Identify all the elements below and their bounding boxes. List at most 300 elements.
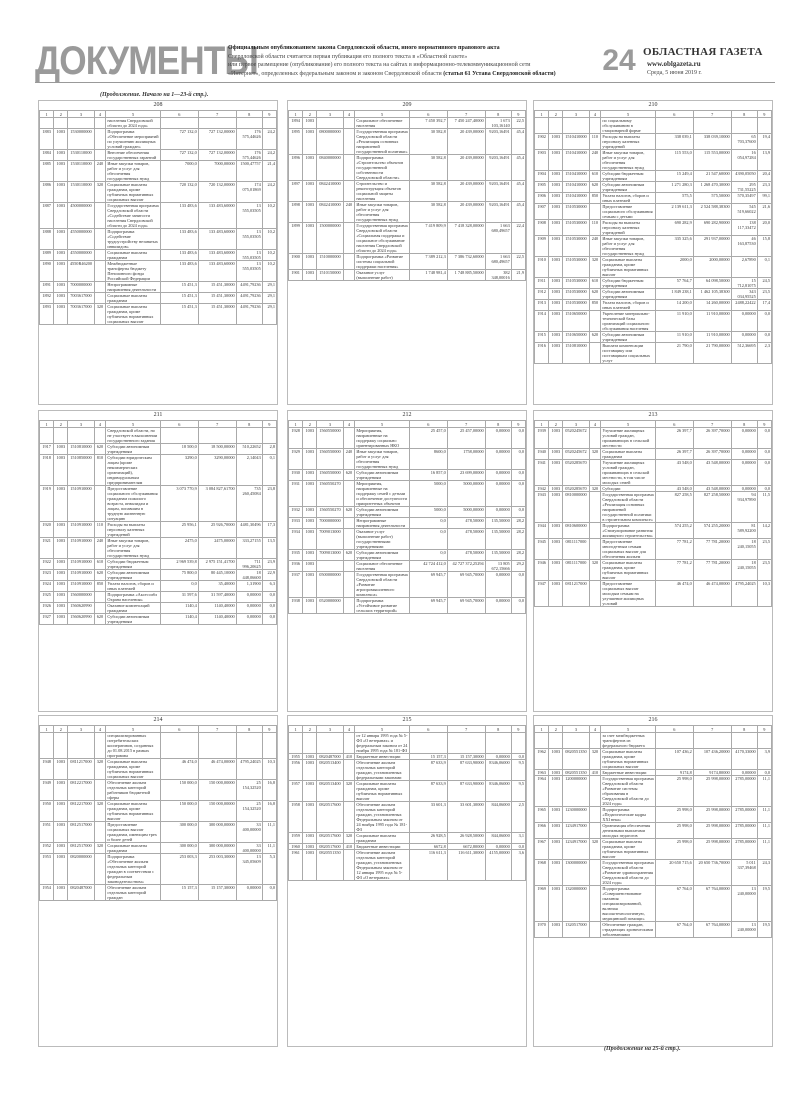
table-cell: 87 633,90000 — [447, 760, 485, 781]
table-cell: 25 154,32520 — [236, 801, 262, 822]
table-cell: 1886 — [40, 182, 54, 203]
table-cell: 320 — [94, 304, 106, 325]
table-cell: 1510410000 — [563, 134, 589, 150]
table-cell: 1003 — [303, 598, 317, 614]
table-cell — [262, 428, 276, 444]
table-cell: 240 — [94, 538, 106, 559]
table-cell: 610 — [94, 559, 106, 570]
table-cell: 25 956,1 — [160, 522, 198, 538]
table-cell: 1510150000 — [317, 270, 343, 281]
budget-table — [534, 725, 772, 938]
table-cell: 24,2 — [262, 150, 276, 161]
table-cell: 1935 — [289, 550, 303, 561]
table-cell: 1003 — [549, 332, 563, 343]
table-cell: 1003 — [54, 304, 68, 325]
table-cell: 620 — [589, 182, 601, 193]
table-cell: 1912 — [535, 289, 549, 300]
table-cell: 6,3 — [262, 581, 276, 592]
table-cell: 410 — [589, 770, 601, 776]
table-row — [535, 449, 772, 460]
table-cell: Обеспечение граждан, страдающих хроническими заболеваниями — [601, 922, 656, 938]
table-row — [40, 570, 277, 581]
table-cell: 33 400,00000 — [236, 843, 262, 854]
table-cell — [94, 261, 106, 282]
table-cell: 720 132,00000 — [198, 182, 236, 203]
table-cell: 1961 — [289, 850, 303, 881]
table-cell: 15 157,30000 — [198, 885, 236, 901]
table-cell: 99,1 — [757, 193, 771, 204]
table-cell: 3 073 770,9 — [160, 486, 198, 522]
table-cell: 5 011 337,39468 — [731, 860, 757, 886]
table-cell: 1003 — [303, 470, 317, 481]
table-cell: 512,36695 — [731, 343, 757, 364]
table-cell: 1003 — [303, 561, 317, 572]
table-cell: 1003 — [303, 833, 317, 844]
table-cell: Государственная программа Свердловской области «Содействие занятости населения Свердловской области до 2024 года» — [107, 203, 159, 228]
table-row — [289, 129, 526, 155]
table-cell: 1003 — [54, 759, 68, 780]
table-cell: 1969 — [535, 886, 549, 922]
table-cell: 0812517000 — [68, 822, 94, 843]
table-row — [40, 203, 277, 229]
table-cell: 0,00000 — [485, 507, 511, 518]
table-cell: 3290,00000 — [198, 455, 236, 486]
table-row — [535, 193, 772, 204]
table-cell: Расходы на выплаты персоналу казенных учреждений — [601, 134, 656, 150]
table-cell: Социальные выплаты гражданам — [106, 843, 161, 854]
table-cell: 150 000,0 — [160, 780, 198, 801]
table-cell: 1898 — [289, 202, 303, 223]
table-cell: 1003 — [54, 854, 68, 885]
table-cell: Социальные выплаты гражданам, кроме публичных нормативных выплат — [601, 257, 656, 278]
table-cell: 0,00000 — [731, 449, 757, 460]
table-cell: 1956 — [289, 760, 303, 781]
table-page-number: 214 — [153, 717, 163, 723]
table-cell — [198, 428, 236, 444]
table-cell — [343, 733, 355, 754]
table-cell: 15 249,4 — [655, 171, 693, 182]
table-cell — [549, 733, 563, 749]
table-cell: Государственная программа Свердловской области «Развитие здравоохранения Свердловской области до 2024 года» — [602, 860, 654, 885]
table-row — [289, 507, 526, 518]
column-header: 8 — [731, 111, 757, 118]
table-cell: 320 — [94, 801, 106, 822]
table-cell: 1925 — [40, 592, 54, 603]
table-cell: 0,0 — [262, 603, 276, 614]
table-cell: 25 926,70000 — [198, 522, 236, 538]
table-cell: 1911 — [535, 278, 549, 289]
column-header: 2 — [549, 421, 563, 428]
table-cell: 23,5 — [757, 560, 771, 581]
column-header: 4 — [589, 421, 601, 428]
table-cell: Социальные выплаты гражданам, кроме публичных нормативных социальных выплат — [106, 759, 161, 780]
table-cell: 11 910,0 — [655, 332, 693, 343]
table-cell: 0820000000 — [68, 854, 94, 885]
column-header: 3 — [563, 111, 589, 118]
table-cell: 21,6 — [757, 204, 771, 220]
table-cell: 1003 — [549, 182, 563, 193]
table-cell: 1893 — [40, 304, 54, 325]
table-cell: 0820513400 — [317, 760, 343, 781]
table-cell — [589, 733, 601, 749]
table-cell: 1003 — [54, 203, 68, 229]
column-header: 4 — [589, 111, 601, 118]
table-cell: 133 483,60000 — [198, 229, 236, 250]
table-cell: 150 000,0 — [160, 801, 198, 822]
table-cell — [94, 592, 106, 603]
table-cell: 300 000,00000 — [198, 843, 236, 854]
table-cell: 30 582,8 — [409, 129, 447, 155]
table-cell: Подпрограмма «Обеспечение мероприятий по улучшению жилищных условий граждан» — [107, 129, 159, 149]
table-cell: Иные закупки товаров, работ и услуг для обеспечения государственных нужд — [106, 161, 161, 182]
table-cell: за счет межбюджетных трансфертов из федерального бюджета — [601, 733, 656, 749]
table-cell: 133 483,6 — [160, 261, 198, 282]
table-cell — [68, 733, 94, 759]
table-cell: 1938 — [289, 598, 303, 614]
table-cell: 6672,8 — [409, 844, 447, 850]
table-cell: 1929 — [289, 449, 303, 470]
table-row — [289, 598, 526, 614]
table-row — [289, 428, 526, 449]
table-cell — [94, 603, 106, 614]
table-cell: 0,0 — [262, 592, 276, 603]
budget-table — [534, 420, 772, 607]
table-cell: Улучшение жилищных условий граждан, проживающих в сельской местности — [601, 428, 656, 449]
table-cell: 77 781,20000 — [693, 539, 731, 560]
table-cell: 1888 — [40, 229, 54, 250]
table-cell: Непрограммные направления деятельности — [355, 518, 410, 529]
table-cell: 7009013000 — [317, 550, 343, 561]
table-cell: 150 000,00000 — [198, 780, 236, 801]
table-cell: 10,2 — [262, 203, 276, 229]
table-cell: 1948 — [40, 759, 54, 780]
table-cell: 11,1 — [757, 823, 771, 839]
table-cell: Бюджетные инвестиции — [355, 844, 410, 850]
table-row — [535, 922, 772, 938]
table-page-213 — [533, 410, 773, 712]
table-cell: 33 601,3 — [409, 802, 447, 833]
table-cell: Субсидии автономным учреждениям — [106, 614, 161, 625]
table-cell: 26 397,7 — [655, 428, 693, 449]
table-cell: 1970 — [535, 922, 549, 938]
table-row — [535, 343, 772, 364]
table-cell: Мероприятия, направленные на поддержку семей с детьми и обеспечение доступности приоритетных объектов — [355, 481, 410, 507]
table-cell: 13,5 — [262, 538, 276, 559]
table-cell: 133 483,60000 — [198, 250, 236, 261]
table-cell: Подпрограмма «Стимулирование развития жилищного строительства» — [601, 523, 656, 539]
table-cell: 13 240,00000 — [731, 886, 757, 922]
table-cell: 135,50000 — [485, 550, 511, 561]
table-cell: 720 132,0 — [160, 182, 198, 203]
column-header: 2 — [303, 111, 317, 118]
table-cell — [94, 885, 106, 901]
table-cell — [589, 860, 601, 886]
table-cell — [160, 428, 198, 444]
table-cell: 0,0 — [757, 460, 771, 486]
column-header: 4 — [343, 111, 355, 118]
table-cell: Расходы на выплаты персоналу казенных учреждений — [106, 522, 161, 538]
table-cell: 1003 — [549, 560, 563, 581]
column-header: 7 — [693, 111, 731, 118]
table-cell: Социальные выплаты гражданам, кроме публичных нормативных выплат — [601, 839, 656, 860]
table-cell — [236, 428, 262, 444]
table-cell: 2488,22422 — [731, 300, 757, 311]
table-cell: 35,40000 — [198, 581, 236, 592]
table-page-number: 210 — [648, 102, 658, 108]
table-cell: 2,3 — [757, 343, 771, 364]
table-cell: 19,5 — [757, 886, 771, 922]
table-cell: 9174,80000 — [693, 770, 731, 776]
table-cell: 0,00000 — [731, 428, 757, 449]
table-cell: 0,00000 — [731, 332, 757, 343]
table-cell: Субсидии автономным учреждениям — [601, 332, 656, 343]
table-cell — [40, 118, 54, 129]
table-cell — [589, 492, 601, 523]
table-cell: Иные закупки товаров, работ и услуг для обеспечения государственных нужд — [355, 202, 410, 223]
table-cell — [589, 311, 601, 332]
table-cell — [343, 181, 355, 202]
table-cell: 7009013000 — [317, 529, 343, 550]
table-cell — [343, 802, 355, 833]
table-cell: 8346,06000 — [485, 781, 511, 802]
table-cell — [68, 428, 94, 444]
table-cell: 1003 — [54, 150, 68, 161]
table-row — [289, 529, 526, 550]
table-row — [535, 492, 772, 523]
table-cell: 15 451,30000 — [198, 293, 236, 304]
publication-notice — [228, 44, 618, 78]
table-cell: 20,4 — [757, 171, 771, 182]
table-row — [40, 161, 277, 182]
table-page-211 — [38, 410, 278, 712]
table-cell: 1931 — [289, 481, 303, 507]
table-cell: Предоставление социальных выплат гражданам, имеющим трех и более детей — [106, 822, 161, 843]
table-row — [535, 733, 772, 749]
table-cell: Субсидии автономным учреждениям — [106, 444, 161, 455]
table-cell: Государственная программа Свердловской области «Развитие агропромышленного комплекса» — [356, 572, 408, 597]
column-header: 2 — [303, 726, 317, 733]
table-cell: 107 436,20000 — [693, 749, 731, 770]
table-cell: 28,2 — [511, 529, 525, 550]
table-row — [40, 304, 277, 325]
table-cell: 844,06000 — [485, 833, 511, 844]
table-cell: 24,5 — [757, 278, 771, 289]
table-cell: 1510000000 — [317, 254, 343, 270]
table-cell — [94, 129, 106, 150]
table-cell: 7003617000 — [68, 293, 94, 304]
table-cell: 1510530000 — [563, 278, 589, 289]
newspaper-url[interactable]: www.oblgazeta.ru — [647, 60, 701, 68]
table-cell — [343, 850, 355, 881]
table-cell: Социальные выплаты гражданам, кроме публичных нормативных социальных выплат — [601, 749, 656, 770]
table-row — [40, 733, 277, 759]
table-cell: 1966 — [535, 823, 549, 839]
table-cell — [289, 733, 303, 754]
table-cell: 7 389 212,3 — [409, 254, 447, 270]
table-row — [40, 293, 277, 304]
column-header: 3 — [68, 111, 94, 118]
table-cell: Социальные выплаты гражданам, кроме публичных нормативных выплат — [106, 801, 161, 822]
table-page-209 — [287, 100, 527, 405]
table-row — [535, 118, 772, 134]
table-cell — [589, 539, 601, 560]
table-cell: специализированных потребительских кооперативов, созданных до 01.08.2015 в рамках программы — [106, 733, 161, 759]
table-cell: 135,50000 — [485, 518, 511, 529]
table-cell: 1003 — [303, 481, 317, 507]
table-cell: Оказание услуг (выполнение работ) государственными учреждениями — [355, 529, 410, 550]
table-row — [40, 885, 277, 901]
table-cell: 333,27155 — [236, 538, 262, 559]
table-row — [40, 538, 277, 559]
table-cell: 13 555,03505 — [236, 250, 262, 261]
table-cell: 8346,06000 — [485, 760, 511, 781]
column-header: 6 — [160, 111, 198, 118]
table-cell: 0,0 — [757, 311, 771, 332]
table-cell: 115 553,0 — [655, 150, 693, 171]
table-cell: 1003 — [303, 270, 317, 281]
table-row — [535, 332, 772, 343]
table-cell: Бюджетные инвестиции — [601, 770, 656, 776]
table-row — [535, 182, 772, 193]
table-row — [289, 550, 526, 561]
table-cell: Государственная программа Свердловской области «Социальная поддержка и социальное обслуживание населения Свердловской области до 2024 года» — [356, 223, 408, 253]
table-cell: 343 034,95525 — [731, 289, 757, 300]
table-cell: 1003 — [303, 529, 317, 550]
table-cell: Подпрограмма «Содействие трудоустройству незанятых инвалидов» — [106, 229, 161, 250]
column-header: 2 — [303, 421, 317, 428]
table-page-214 — [38, 715, 278, 1047]
table-cell: 1885 — [40, 161, 54, 182]
table-cell: 11 910,00000 — [693, 332, 731, 343]
table-cell: 9,5 — [511, 781, 525, 802]
table-cell — [94, 203, 106, 229]
table-cell: Уплата налогов, сборов и иных платежей — [601, 300, 656, 311]
table-cell: 22,5 — [511, 254, 525, 270]
table-cell: 0842410000 — [317, 202, 343, 223]
table-cell — [731, 118, 757, 134]
table-cell: 67 764,00000 — [693, 886, 731, 922]
table-cell — [563, 118, 589, 134]
table-cell: 45,4 — [511, 181, 525, 202]
table-cell — [589, 343, 601, 364]
table-row — [535, 428, 772, 449]
table-cell: 1530110000 — [68, 150, 94, 161]
column-header: 5 — [106, 111, 161, 118]
table-cell: 31 597,6 — [160, 592, 198, 603]
table-cell: 478,50000 — [447, 550, 485, 561]
table-cell: 1003 — [549, 807, 563, 823]
table-cell: 4170,33000 — [731, 749, 757, 770]
newspaper-name: ОБЛАСТНАЯ ГАЗЕТА — [643, 46, 763, 58]
table-cell: 1953 — [40, 854, 54, 885]
column-header: 5 — [355, 111, 410, 118]
column-header: 3 — [563, 726, 589, 733]
table-cell: 1003 — [303, 781, 317, 802]
column-header: 6 — [160, 421, 198, 428]
column-header: 1 — [535, 726, 549, 733]
table-header-row — [289, 421, 526, 428]
table-cell: 0,0 — [511, 598, 525, 614]
table-cell — [94, 250, 106, 261]
table-cell: 711 996,20625 — [236, 559, 262, 570]
table-row — [40, 486, 277, 522]
column-header: 8 — [731, 421, 757, 428]
table-cell: 1967 — [535, 839, 549, 860]
table-cell: 1758,00000 — [447, 449, 485, 470]
table-cell: 240 — [343, 449, 355, 470]
table-cell: 1960 — [289, 844, 303, 850]
table-cell: 174 075,01869 — [236, 182, 262, 203]
table-cell: 320 — [589, 257, 601, 278]
table-cell: 4155,00000 — [485, 850, 511, 881]
table-cell — [94, 854, 106, 885]
table-cell: 1 849 238,1 — [655, 289, 693, 300]
column-header: 6 — [655, 421, 693, 428]
table-cell: 575,50000 — [693, 193, 731, 204]
table-cell: 20 650 736,70000 — [693, 860, 731, 886]
table-cell: 20 439,00000 — [447, 155, 485, 181]
table-cell: 16 857,0 — [409, 470, 447, 481]
table-cell: 10,2 — [262, 250, 276, 261]
table-cell: 75 800,0 — [160, 570, 198, 581]
budget-table — [288, 725, 526, 881]
table-cell: 15 157,3 — [160, 885, 198, 901]
table-cell: Укрепление материально-технической базы организаций социального обслуживания населения — [601, 311, 656, 332]
budget-table — [39, 725, 277, 901]
table-cell: Выплата компенсации поставщику или поставщикам социальных услуг — [601, 343, 656, 364]
table-cell: 1003 — [549, 449, 563, 460]
table-cell: 3 084 827,61700 — [198, 486, 236, 522]
table-cell: 1510530000 — [563, 236, 589, 257]
table-cell: 1003 — [54, 522, 68, 538]
table-cell: 1901 — [289, 270, 303, 281]
table-cell: 0,00000 — [485, 470, 511, 481]
table-row — [40, 581, 277, 592]
table-cell: 0,0 — [757, 449, 771, 460]
table-row — [289, 449, 526, 470]
table-cell: Социальные выплаты гражданам — [601, 449, 656, 460]
column-header: 6 — [409, 111, 447, 118]
table-cell: 1510530000 — [563, 257, 589, 278]
table-cell: Субсидии автономным учреждениям — [355, 507, 410, 518]
table-row — [535, 278, 772, 289]
table-cell: 2785,00000 — [731, 839, 757, 860]
table-cell: 1923 — [40, 570, 54, 581]
notice-line-4b: (статья 61 Устава Свердловской области) — [443, 70, 556, 77]
table-cell — [535, 733, 549, 749]
table-cell: 1140,4 — [160, 614, 198, 625]
table-cell — [409, 733, 447, 754]
table-cell: 300 000,0 — [160, 822, 198, 843]
table-row — [535, 807, 772, 823]
table-cell: 133 483,60000 — [198, 261, 236, 282]
table-cell: 1965 — [535, 807, 549, 823]
table-cell: 110 — [94, 522, 106, 538]
table-cell — [693, 118, 731, 134]
table-cell — [160, 733, 198, 759]
table-cell: 0,1 — [757, 257, 771, 278]
table-cell — [160, 118, 198, 129]
table-cell: 46 163,87530 — [731, 236, 757, 257]
table-row — [40, 559, 277, 570]
notice-line-3: или первое размещение (опубликование) его полного текста на сайтах в информационно-телекоммуникационной сети — [228, 62, 531, 69]
table-cell: Иные закупки товаров, работ и услуг для обеспечения государственных нужд — [355, 449, 410, 470]
table-cell — [40, 733, 54, 759]
table-cell: 1003 — [549, 860, 563, 886]
table-cell: 1003 — [54, 801, 68, 822]
table-cell: 133 483,60000 — [198, 203, 236, 229]
column-header: 5 — [106, 421, 161, 428]
